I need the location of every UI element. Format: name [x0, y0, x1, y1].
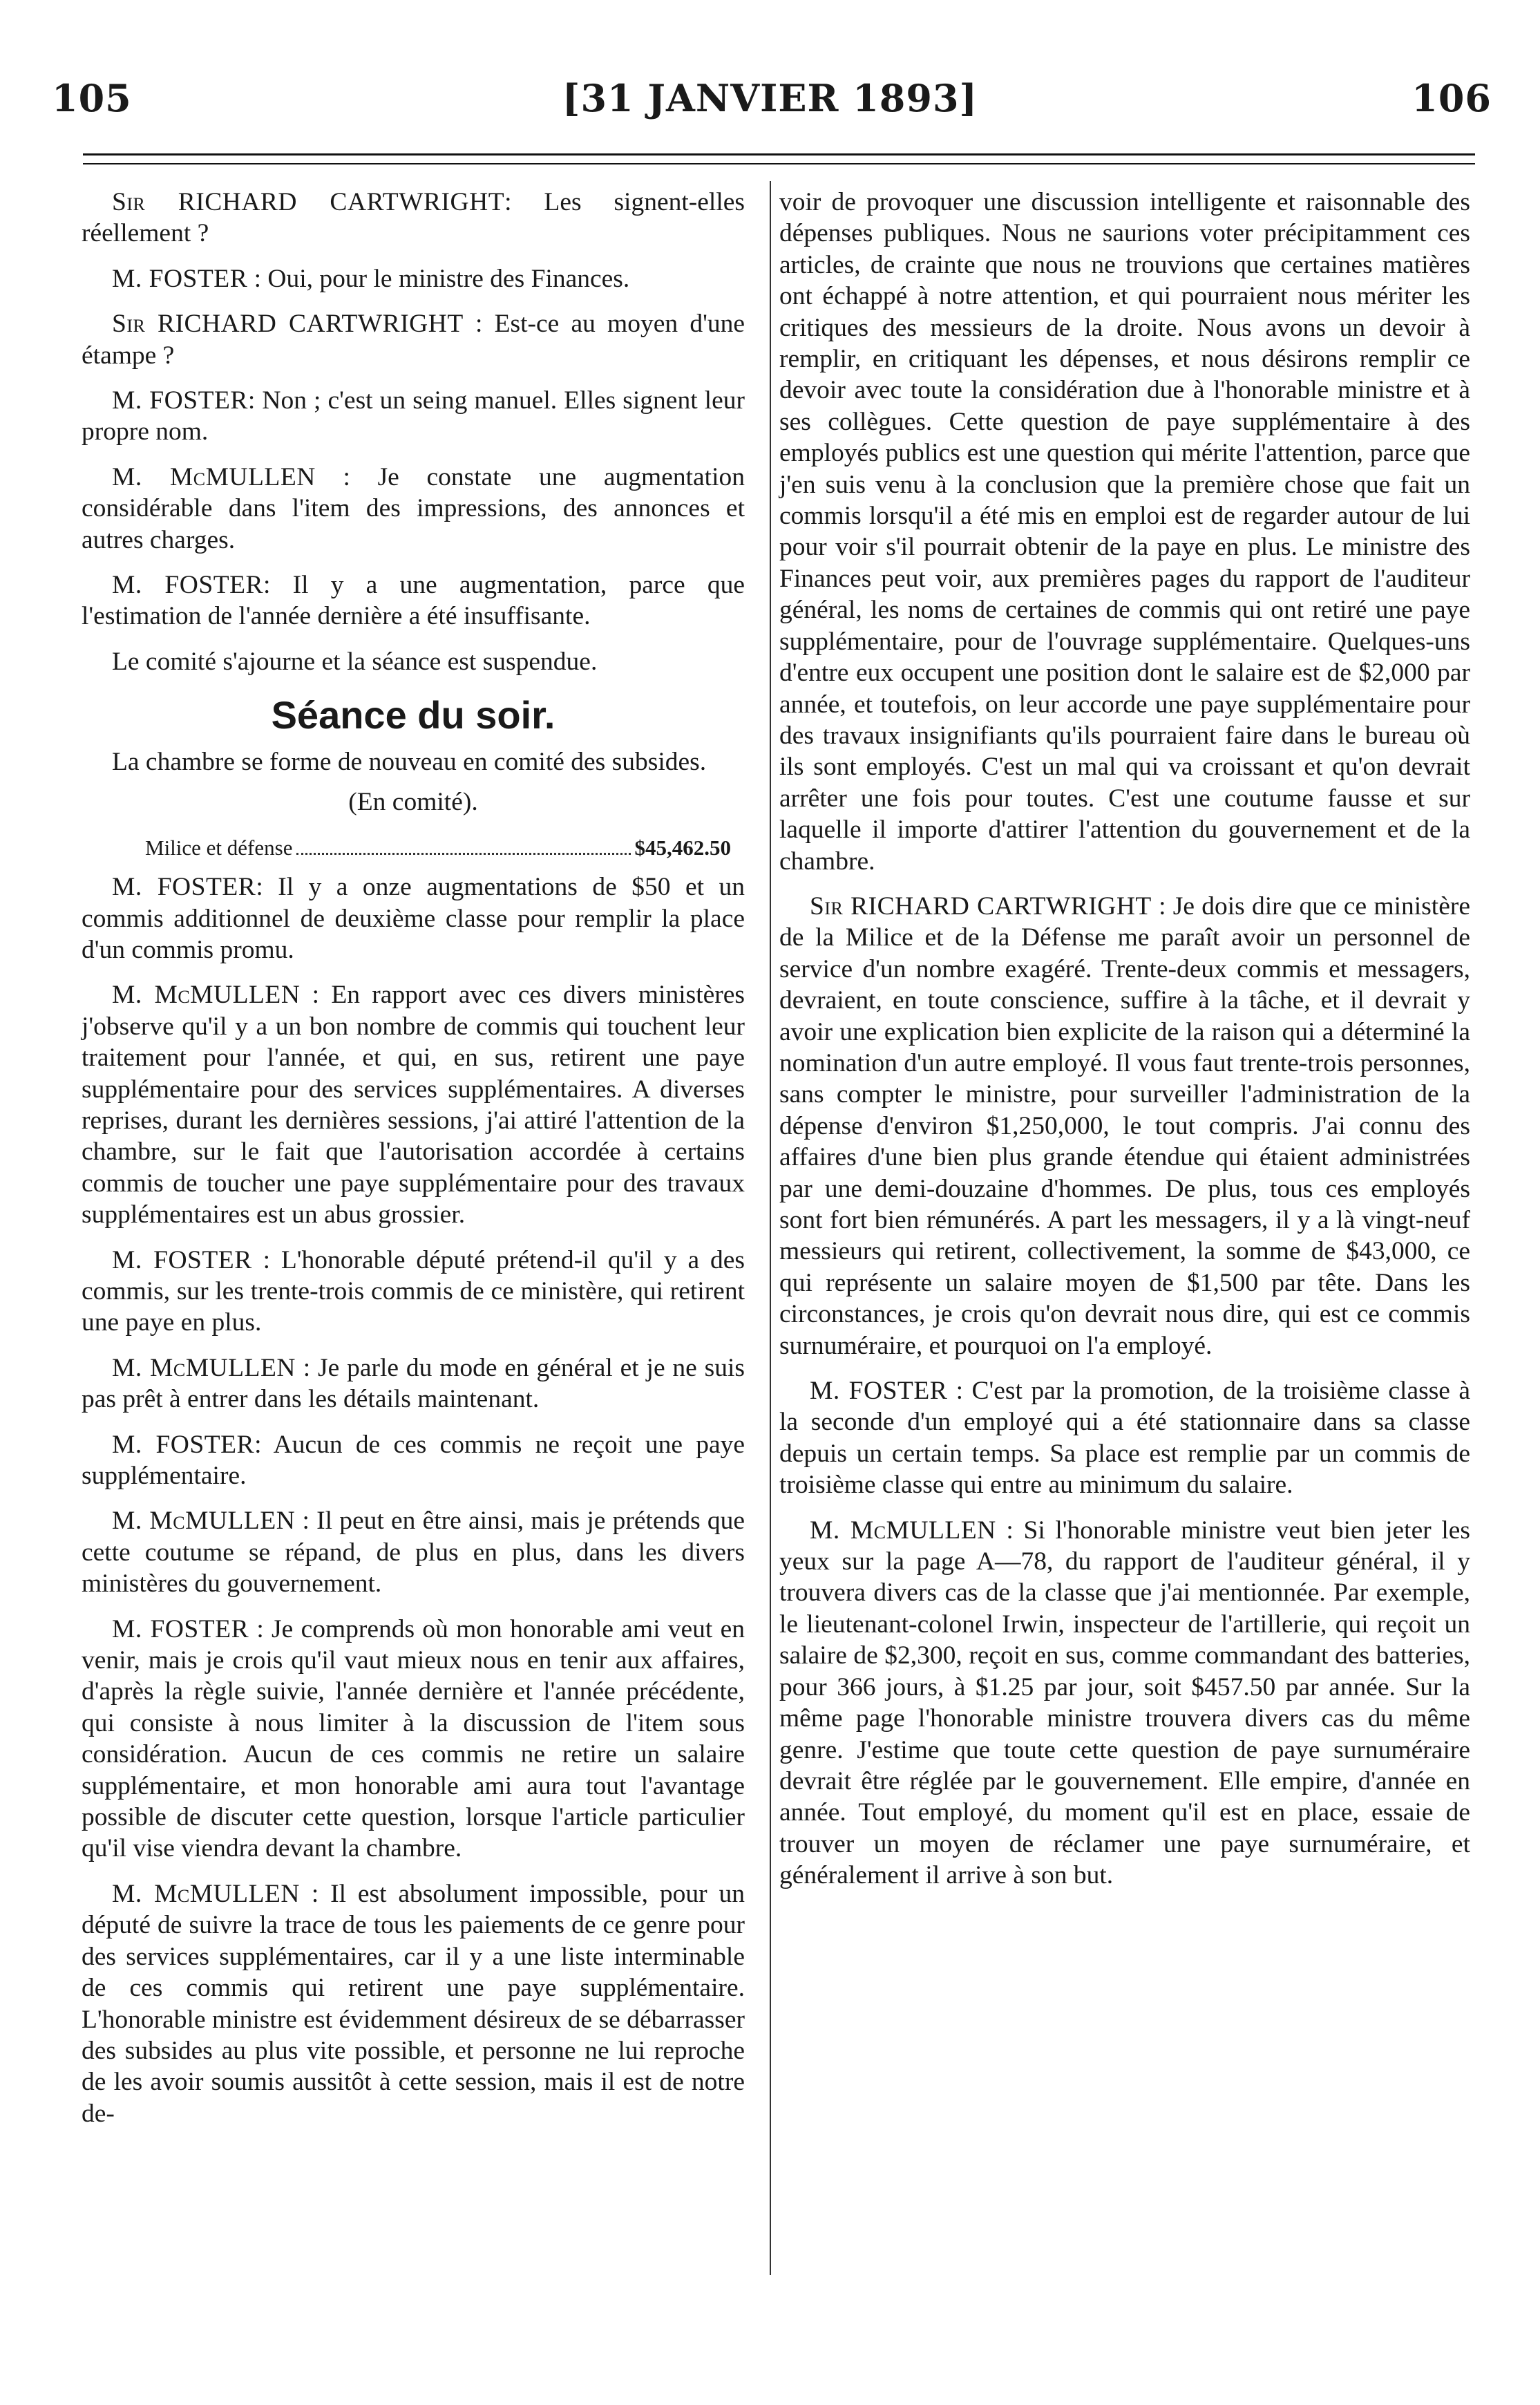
speech-text: : Il est absolument impossible, pour un député de suivre la trace de tous les paiements de ce genre pour des services supplémentaires, car il y a une liste interminable de ces commis qui retirent une paye supplémentaire. L'honorable ministre est évidemment désireux de se débarrasser des subsides au plus vite possible, et personne ne lui reproche de les avoir soumis aussitôt à cette session, mais il est de notre de- — [82, 1879, 745, 2128]
page-header — [0, 0, 1540, 159]
speech-text: : L'honorable député prétend-il qu'il y a des commis, sur les trente-trois commis de ce ministère, qui retirent une paye en plus. — [82, 1245, 745, 1337]
paragraph: La chambre se forme de nouveau en comité des subsides. — [112, 748, 707, 777]
section-heading: Séance du soir. — [271, 693, 555, 737]
paragraph — [82, 1614, 745, 1865]
speaker-name: M. FOSTER — [112, 1245, 252, 1274]
budget-item-label: Milice et défense — [145, 836, 293, 860]
speech-text: : Aucun de ces commis ne reçoit une paye supplémentaire. — [82, 1430, 745, 1490]
header-rule-bottom — [83, 163, 1475, 164]
paragraph — [82, 187, 745, 249]
header-date: [31 JANVIER 1893] — [562, 76, 978, 120]
speaker-name: Sir RICHARD CARTWRIGHT — [112, 188, 505, 216]
speaker-name: M. FOSTER — [112, 873, 256, 902]
paragraph — [779, 1515, 1470, 1892]
speaker-name: M. FOSTER — [112, 1430, 255, 1459]
paragraph — [82, 979, 745, 1230]
paragraph: Le comité s'ajourne et la séance est suspendue. — [112, 647, 598, 676]
right-column — [779, 187, 1470, 1905]
paragraph — [779, 1375, 1470, 1501]
paragraph — [82, 569, 745, 632]
speaker-name: Sir RICHARD CARTWRIGHT — [112, 310, 464, 339]
column-divider — [770, 181, 771, 2275]
header-rule-top — [83, 153, 1475, 155]
speech-text: : Non ; c'est un seing manuel. Elles signent leur propre nom. — [82, 386, 745, 446]
paragraph — [82, 1429, 745, 1492]
dot-leader — [296, 834, 630, 855]
paragraph — [82, 1352, 745, 1415]
paragraph — [779, 891, 1470, 1361]
page-number-left: 105 — [52, 76, 132, 120]
speaker-name: M. FOSTER — [112, 1614, 249, 1643]
speech-text: : Est-ce au moyen d'une étampe ? — [82, 310, 745, 370]
paragraph — [82, 385, 745, 448]
paragraph — [82, 871, 745, 965]
speaker-name: M. FOSTER — [112, 571, 264, 600]
speech-text: : Je dois dire que ce ministère de la Milice et de la Défense me paraît avoir un personnel de service d'un nombre exagéré. Trente-deux commis et messagers, devraient, en toute conscience, suffire à la tâche, et il devrait y avoir une explication bien explicite de la raison qui a déterminé la nomination d'un autre employé. Il vous faut trente-trois personnes, sans compter le ministre, pour surveiller l'administration de la dépense d'environ $1,250,000, le tout compris. J'ai connu des affaires d'une bien plus grande étendue qui étaient administrées par une demi-douzaine d'hommes. De plus, tous ces employés sont fort bien rémunérés. A part les messagers, il y a là vingt-neuf messieurs qui retirent, collectivement, la somme de $43,000, ce qui représente un salaire moyen de $1,500 par tête. Dans les circonstances, je crois qu'on devrait nous dire, qui est ce commis surnuméraire, et pourquoi on l'a employé. — [779, 892, 1470, 1360]
speaker-name: M. McMULLEN — [112, 462, 316, 491]
paragraph: voir de provoquer une discussion intelligente et raisonnable des dépenses publiques. Nous ne saurions voter précipitamment ces articles, de crainte que nous ne trouvions que certaines matières ont échappé à notre attention, et qui pourraient nous mériter les critiques des messieurs de la droite. Nous avons un devoir à remplir, en critiquant les dépenses, et nous désirons remplir ce devoir avec toute la considération due à l'honorable ministre et à ses collègues. Cette question de paye supplémentaire à des employés publics est une question qui mérite l'attention, parce que j'en suis venu à la conclusion que la première chose que fait un commis lorsqu'il a été mis en emploi est de regarder autour de lui pour voir s'il pourrait obtenir de la paye en plus. Le ministre des Finances peut voir, aux premières pages du rapport de l'auditeur général, les noms de certaines de commis qui ont retiré une paye supplémentaire, pour de l'ouvrage supplémentaire. Quelques-uns d'entre eux occupent une position dont le salaire est de $2,000 par année, et toutefois, on leur accorde une paye supplémentaire pour des travaux insignifiants qu'ils pourraient faire dans le bureau où ils sont employés. C'est un mal qui va croissant et qu'on devrait arrêter une fois pour toutes. C'est une coutume fausse et sur laquelle il importe d'attirer l'attention du gouvernement et de la chambre. — [779, 188, 1470, 876]
en-comite-line: (En comité). — [348, 787, 478, 816]
speech-text: : Je comprends où mon honorable ami veut en venir, mais je crois qu'il vaut mieux nous en tenir aux affaires, d'après la règle suivie, l'année dernière et l'année précédente, qui consiste à nous limiter à la discussion de l'item sous considération. Aucun de ces commis ne retire un salaire supplémentaire, et mon honorable ami aura tout l'avantage possible de discuter cette question, lorsque l'article particulier qu'il vise viendra devant la chambre. — [82, 1614, 745, 1863]
speech-text: : Il y a onze augmentations de $50 et un commis additionnel de deuxième classe pour remplir la place d'un commis promu. — [82, 873, 745, 964]
speech-text: : Je constate une augmentation considérable dans l'item des impressions, des annonces et autres charges. — [82, 462, 745, 554]
budget-item — [82, 834, 745, 862]
speaker-name: M. McMULLEN — [112, 1879, 300, 1908]
left-column — [82, 187, 745, 2143]
page-number-right: 106 — [1411, 76, 1492, 120]
speech-text: : C'est par la promotion, de la troisième classe à la seconde d'un employé qui a été stationnaire dans sa classe depuis un certain temps. Sa place est remplie par un commis de troisième classe qui entre au minimum du salaire. — [779, 1377, 1471, 1500]
speaker-name: M. FOSTER — [112, 386, 248, 415]
speech-text: : Les signent-elles réellement ? — [82, 188, 745, 248]
paragraph — [82, 1878, 745, 2129]
speaker-name: M. FOSTER — [810, 1377, 948, 1406]
speaker-name: M. McMULLEN — [112, 981, 301, 1010]
speaker-name: M. McMULLEN — [810, 1516, 996, 1545]
speech-text: : Si l'honorable ministre veut bien jeter les yeux sur la page A—78, du rapport de l'auditeur général, il y trouvera divers cas de la classe que j'ai mentionnée. Par exemple, le lieutenant-colonel Irwin, inspecteur de l'artillerie, qui reçoit un salaire de $2,300, reçoit en sus, comme commandant des batteries, pour 366 jours, à $1.25 par jour, soit $457.50 par année. Sur la même page l'honorable ministre trouvera divers cas du même genre. J'estime que toute cette question de paye surnuméraire devrait être réglée par le gouvernement. Elle empire, d'année en année. Tout employé, du moment qu'il est en place, essaie de trouver un moyen de réclamer une paye surnuméraire, et généralement il arrive à son but. — [779, 1516, 1470, 1890]
paragraph — [82, 1505, 745, 1599]
speech-text: : Oui, pour le ministre des Finances. — [247, 264, 630, 293]
budget-item-amount: $45,462.50 — [634, 836, 731, 860]
paragraph — [82, 462, 745, 556]
speech-text: : Je parle du mode en général et je ne suis pas prêt à entrer dans les détails maintenant. — [82, 1353, 745, 1414]
speech-text: : En rapport avec ces divers ministères j'observe qu'il y a un bon nombre de commis qui touchent leur traitement pour l'année, et qui, en sus, retirent une paye supplémentaire pour des services supplémentaires. A diverses reprises, durant les dernières sessions, j'ai attiré l'attention de la chambre, sur le fait que l'autorisation accordée à certains commis de toucher une paye supplémentaire pour des travaux supplémentaires est un abus grossier. — [82, 981, 745, 1229]
speaker-name: M. FOSTER — [112, 264, 248, 293]
speaker-name: M. McMULLEN — [112, 1353, 296, 1382]
speech-text: : Il y a une augmentation, parce que l'estimation de l'année dernière a été insuffisante. — [82, 571, 745, 631]
paragraph — [82, 1245, 745, 1339]
paragraph — [82, 308, 745, 371]
speaker-name: M. McMULLEN — [112, 1507, 296, 1536]
speaker-name: Sir RICHARD CARTWRIGHT — [810, 892, 1152, 921]
speech-text: : Il peut en être ainsi, mais je prétends que cette coutume se répand, de plus en plus, dans les divers ministères du gouvernement. — [82, 1507, 745, 1598]
paragraph — [82, 263, 745, 294]
